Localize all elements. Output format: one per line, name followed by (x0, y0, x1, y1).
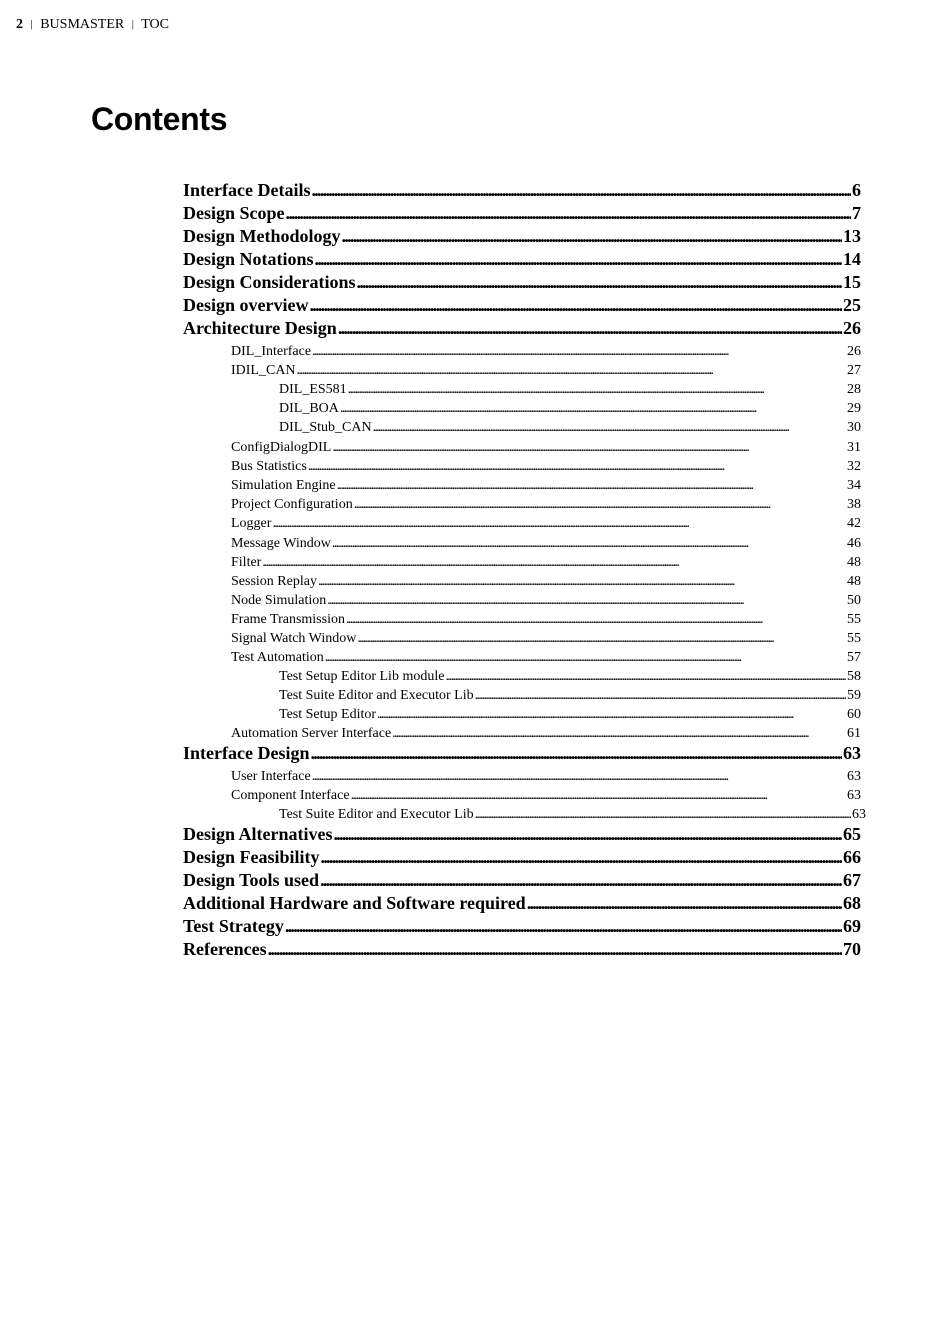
toc-entry[interactable] (183, 203, 861, 225)
toc-entry[interactable] (279, 420, 861, 438)
toc-entry[interactable] (183, 272, 861, 294)
toc-entry-title: Design Scope (183, 203, 285, 223)
toc-entry[interactable] (279, 707, 861, 725)
toc-entry-title: Message Window (231, 536, 331, 551)
toc-entry[interactable] (231, 631, 861, 649)
toc-entry-title: Design Tools used (183, 870, 320, 890)
toc-leader (315, 249, 842, 270)
toc-entry[interactable] (231, 788, 861, 806)
toc-entry-page: 29 (847, 401, 861, 416)
toc-entry[interactable] (279, 669, 861, 687)
toc-entry[interactable] (183, 847, 861, 869)
toc-entry-title: Filter (231, 555, 262, 570)
toc-entry-title: Design Methodology (183, 226, 341, 246)
toc-leader (308, 459, 846, 475)
toc-leader (357, 272, 842, 293)
toc-leader (325, 650, 846, 666)
toc-leader (286, 203, 851, 224)
toc-entry[interactable] (231, 440, 861, 458)
toc-entry-page: 30 (847, 420, 861, 435)
toc-entry-page: 63 (852, 807, 866, 822)
toc-leader (346, 612, 846, 628)
toc-leader (310, 743, 842, 764)
toc-leader (332, 536, 846, 552)
toc-leader (342, 226, 843, 247)
toc-entry-title: Node Simulation (231, 593, 327, 608)
toc-entry-page: 42 (847, 516, 861, 531)
toc-leader (321, 847, 842, 868)
header-product: BUSMASTER (40, 17, 125, 32)
toc-entry-page: 32 (847, 459, 861, 474)
toc-entry-page: 67 (843, 870, 861, 890)
toc-entry[interactable] (231, 612, 861, 630)
toc-leader (311, 180, 851, 201)
toc-entry-title: DIL_Stub_CAN (279, 420, 372, 435)
header-page-number: 2 (16, 17, 23, 32)
toc-entry-page: 38 (847, 497, 861, 512)
toc-entry-page: 6 (852, 180, 861, 200)
toc-leader (475, 807, 851, 823)
toc-entry[interactable] (279, 382, 861, 400)
toc-leader (338, 318, 842, 339)
toc-entry[interactable] (183, 226, 861, 248)
toc-entry-page: 59 (847, 688, 861, 703)
toc-entry-title: IDIL_CAN (231, 363, 296, 378)
toc-entry[interactable] (183, 939, 861, 961)
toc-entry[interactable] (183, 870, 861, 892)
toc-leader (392, 726, 846, 742)
toc-entry[interactable] (183, 824, 861, 846)
toc-entry-page: 13 (843, 226, 861, 246)
toc-entry-title: User Interface (231, 769, 311, 784)
toc-entry-title: Test Setup Editor (279, 707, 377, 722)
toc-leader (445, 669, 846, 685)
toc-leader (268, 939, 842, 960)
toc-entry[interactable] (231, 344, 861, 362)
toc-leader (320, 870, 842, 891)
toc-entry-page: 55 (847, 631, 861, 646)
toc-entry-page: 27 (847, 363, 861, 378)
toc-leader (373, 420, 846, 436)
toc-entry-page: 31 (847, 440, 861, 455)
toc-entry[interactable] (279, 401, 861, 419)
toc-entry-title: Bus Statistics (231, 459, 307, 474)
toc-entry-title: Design Notations (183, 249, 314, 269)
toc-entry-page: 69 (843, 916, 861, 936)
toc-leader (312, 344, 846, 360)
toc-leader (354, 497, 846, 513)
toc-leader (318, 574, 846, 590)
toc-entry-title: Design Feasibility (183, 847, 320, 867)
toc-leader (297, 363, 846, 379)
toc-entry[interactable] (231, 516, 861, 534)
toc-entry[interactable] (231, 536, 861, 554)
toc-entry[interactable] (183, 180, 861, 202)
header-separator: | (131, 18, 134, 30)
toc-entry-title: Simulation Engine (231, 478, 336, 493)
toc-entry[interactable] (279, 807, 866, 825)
toc-entry-title: Test Suite Editor and Executor Lib (279, 688, 474, 703)
toc-entry[interactable] (231, 555, 861, 573)
toc-entry-page: 57 (847, 650, 861, 665)
toc-entry[interactable] (231, 363, 861, 381)
toc-entry-page: 15 (843, 272, 861, 292)
toc-entry-page: 7 (852, 203, 861, 223)
toc-entry-title: Logger (231, 516, 272, 531)
toc-entry-title: Architecture Design (183, 318, 337, 338)
toc-entry-title: Test Strategy (183, 916, 284, 936)
toc-entry-title: Test Suite Editor and Executor Lib (279, 807, 474, 822)
toc-entry-title: DIL_ES581 (279, 382, 347, 397)
toc-entry-title: Interface Design (183, 743, 310, 763)
toc-entry[interactable] (231, 650, 861, 668)
toc-entry-page: 34 (847, 478, 861, 493)
toc-leader (527, 893, 842, 914)
toc-entry-page: 46 (847, 536, 861, 551)
toc-entry-page: 26 (847, 344, 861, 359)
header-section: TOC (141, 17, 169, 32)
toc-leader (348, 382, 846, 398)
toc-entry[interactable] (231, 574, 861, 592)
toc-entry[interactable] (183, 893, 861, 915)
toc-entry-title: Test Automation (231, 650, 324, 665)
toc-entry-title: Frame Transmission (231, 612, 345, 627)
header-separator: | (30, 18, 33, 30)
toc-entry-title: References (183, 939, 267, 959)
toc-entry[interactable] (231, 459, 861, 477)
toc-entry-page: 65 (843, 824, 861, 844)
toc-entry-page: 60 (847, 707, 861, 722)
toc-leader (285, 916, 842, 937)
toc-leader (475, 688, 846, 704)
toc-entry[interactable] (231, 593, 861, 611)
toc-entry-title: Project Configuration (231, 497, 353, 512)
toc-entry-title: Design overview (183, 295, 309, 315)
toc-entry-title: Signal Watch Window (231, 631, 357, 646)
toc-entry-title: Component Interface (231, 788, 350, 803)
toc-entry-page: 55 (847, 612, 861, 627)
toc-leader (262, 555, 846, 571)
toc-entry-title: Interface Details (183, 180, 311, 200)
toc-entry-page: 50 (847, 593, 861, 608)
toc-entry[interactable] (183, 318, 861, 340)
page-title: Contents (91, 101, 228, 137)
toc-entry[interactable] (231, 726, 861, 744)
toc-entry-title: ConfigDialogDIL (231, 440, 332, 455)
toc-entry-page: 26 (843, 318, 861, 338)
toc-leader (327, 593, 846, 609)
toc-entry-title: Automation Server Interface (231, 726, 392, 741)
toc-entry-page: 70 (843, 939, 861, 959)
toc-leader (357, 631, 846, 647)
toc-leader (272, 516, 846, 532)
toc-entry[interactable] (183, 249, 861, 271)
toc-entry-title: Additional Hardware and Software required (183, 893, 526, 913)
toc-entry-page: 63 (847, 788, 861, 803)
toc-entry[interactable] (231, 497, 861, 515)
toc-entry-page: 28 (847, 382, 861, 397)
toc-entry[interactable] (231, 769, 861, 787)
toc-entry[interactable] (183, 916, 861, 938)
toc-entry-title: DIL_Interface (231, 344, 312, 359)
toc-leader (340, 401, 846, 417)
toc-entry[interactable] (183, 295, 861, 317)
toc-leader (377, 707, 846, 723)
toc-leader (312, 769, 846, 785)
toc-entry-page: 63 (843, 743, 861, 763)
toc-entry-title: Test Setup Editor Lib module (279, 669, 445, 684)
toc-entry[interactable] (183, 743, 861, 765)
toc-entry-page: 58 (847, 669, 861, 684)
toc-entry-page: 68 (843, 893, 861, 913)
toc-entry[interactable] (231, 478, 861, 496)
toc-leader (332, 440, 846, 456)
toc-entry-page: 48 (847, 555, 861, 570)
toc-entry-page: 25 (843, 295, 861, 315)
toc-entry-page: 66 (843, 847, 861, 867)
toc-leader (333, 824, 842, 845)
toc-entry-title: Design Considerations (183, 272, 356, 292)
toc-entry-title: Session Replay (231, 574, 317, 589)
toc-entry-page: 48 (847, 574, 861, 589)
toc-entry-page: 14 (843, 249, 861, 269)
toc-entry[interactable] (279, 688, 861, 706)
toc-leader (309, 295, 842, 316)
toc-leader (351, 788, 846, 804)
toc-entry-page: 63 (847, 769, 861, 784)
toc-entry-page: 61 (847, 726, 861, 741)
toc-entry-title: Design Alternatives (183, 824, 333, 844)
toc-leader (337, 478, 846, 494)
toc-entry-title: DIL_BOA (279, 401, 339, 416)
